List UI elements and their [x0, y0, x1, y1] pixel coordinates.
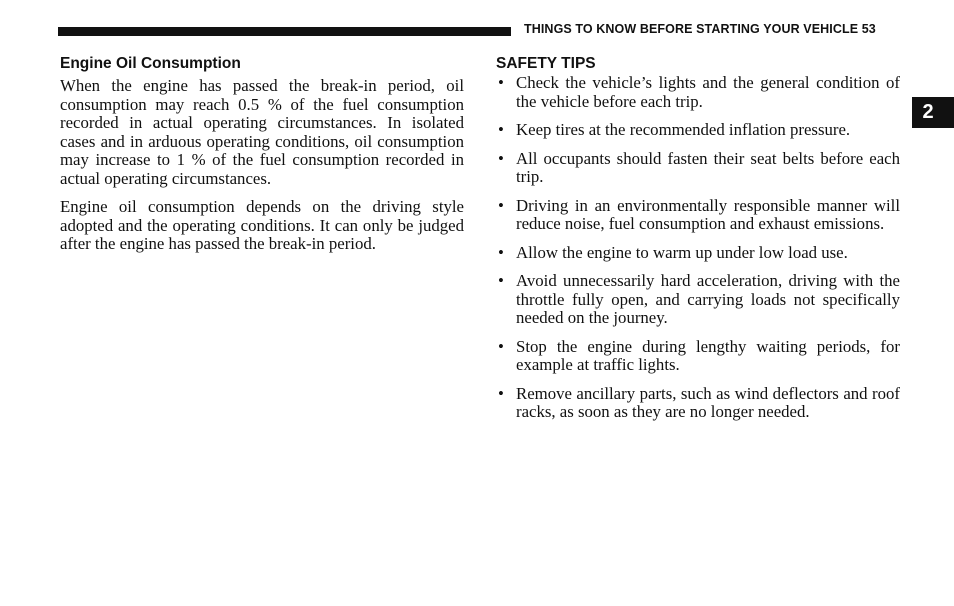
bullet-icon: • — [498, 271, 504, 290]
safety-tips-list — [496, 74, 900, 422]
paragraph: When the engine has passed the break-in period, oil consumption may reach 0.5 % of the fuel consumption recorded in actual operating circumstances. In isolated cases and in arduous operating conditions, oil consumption may increase to 1 % of the fuel consumption recorded in actual operating circumstances. — [60, 76, 464, 188]
tip-text: Keep tires at the recommended inflation pressure. — [516, 120, 851, 139]
tip-text: Allow the engine to warm up under low load use. — [516, 242, 848, 262]
bullet-icon: • — [498, 148, 504, 168]
list-item — [496, 272, 900, 328]
bullet-icon: • — [498, 120, 504, 139]
tip-text: Remove ancillary parts, such as wind deflectors and roof racks, as soon as they are no longer needed. — [516, 383, 900, 421]
list-item — [496, 197, 900, 234]
tip-text: Avoid unnecessarily hard acceleration, driving with the throttle fully open, and carrying loads not specifically needed on the journey. — [516, 271, 900, 327]
section-heading-safety-tips: SAFETY TIPS — [496, 55, 596, 72]
list-item — [496, 385, 900, 422]
list-item — [496, 74, 900, 111]
paragraph: Engine oil consumption depends on the driving style adopted and the operating conditions. It can only be judged after the engine has passed the break-in period. — [60, 197, 464, 253]
header-rule — [58, 27, 511, 36]
section-heading-engine-oil: Engine Oil Consumption — [60, 55, 241, 72]
bullet-icon: • — [498, 336, 504, 356]
tip-text: All occupants should fasten their seat belts before each trip. — [516, 148, 900, 186]
bullet-icon: • — [498, 383, 504, 403]
list-item — [496, 150, 900, 187]
left-column — [60, 55, 464, 264]
tip-text: Check the vehicle’s lights and the general condition of the vehicle before each trip. — [516, 73, 900, 111]
list-item — [496, 338, 900, 375]
running-header: THINGS TO KNOW BEFORE STARTING YOUR VEHICLE 53 — [524, 22, 876, 36]
tip-text: Driving in an environmentally responsible manner will reduce noise, fuel consumption and exhaust emissions. — [516, 195, 900, 233]
right-column — [496, 55, 900, 432]
list-item — [496, 244, 900, 263]
tip-text: Stop the engine during lengthy waiting periods, for example at traffic lights. — [516, 336, 900, 374]
chapter-tab: 2 — [912, 97, 954, 128]
list-item — [496, 121, 900, 140]
bullet-icon: • — [498, 195, 504, 215]
bullet-icon: • — [498, 242, 504, 262]
bullet-icon: • — [498, 73, 504, 92]
